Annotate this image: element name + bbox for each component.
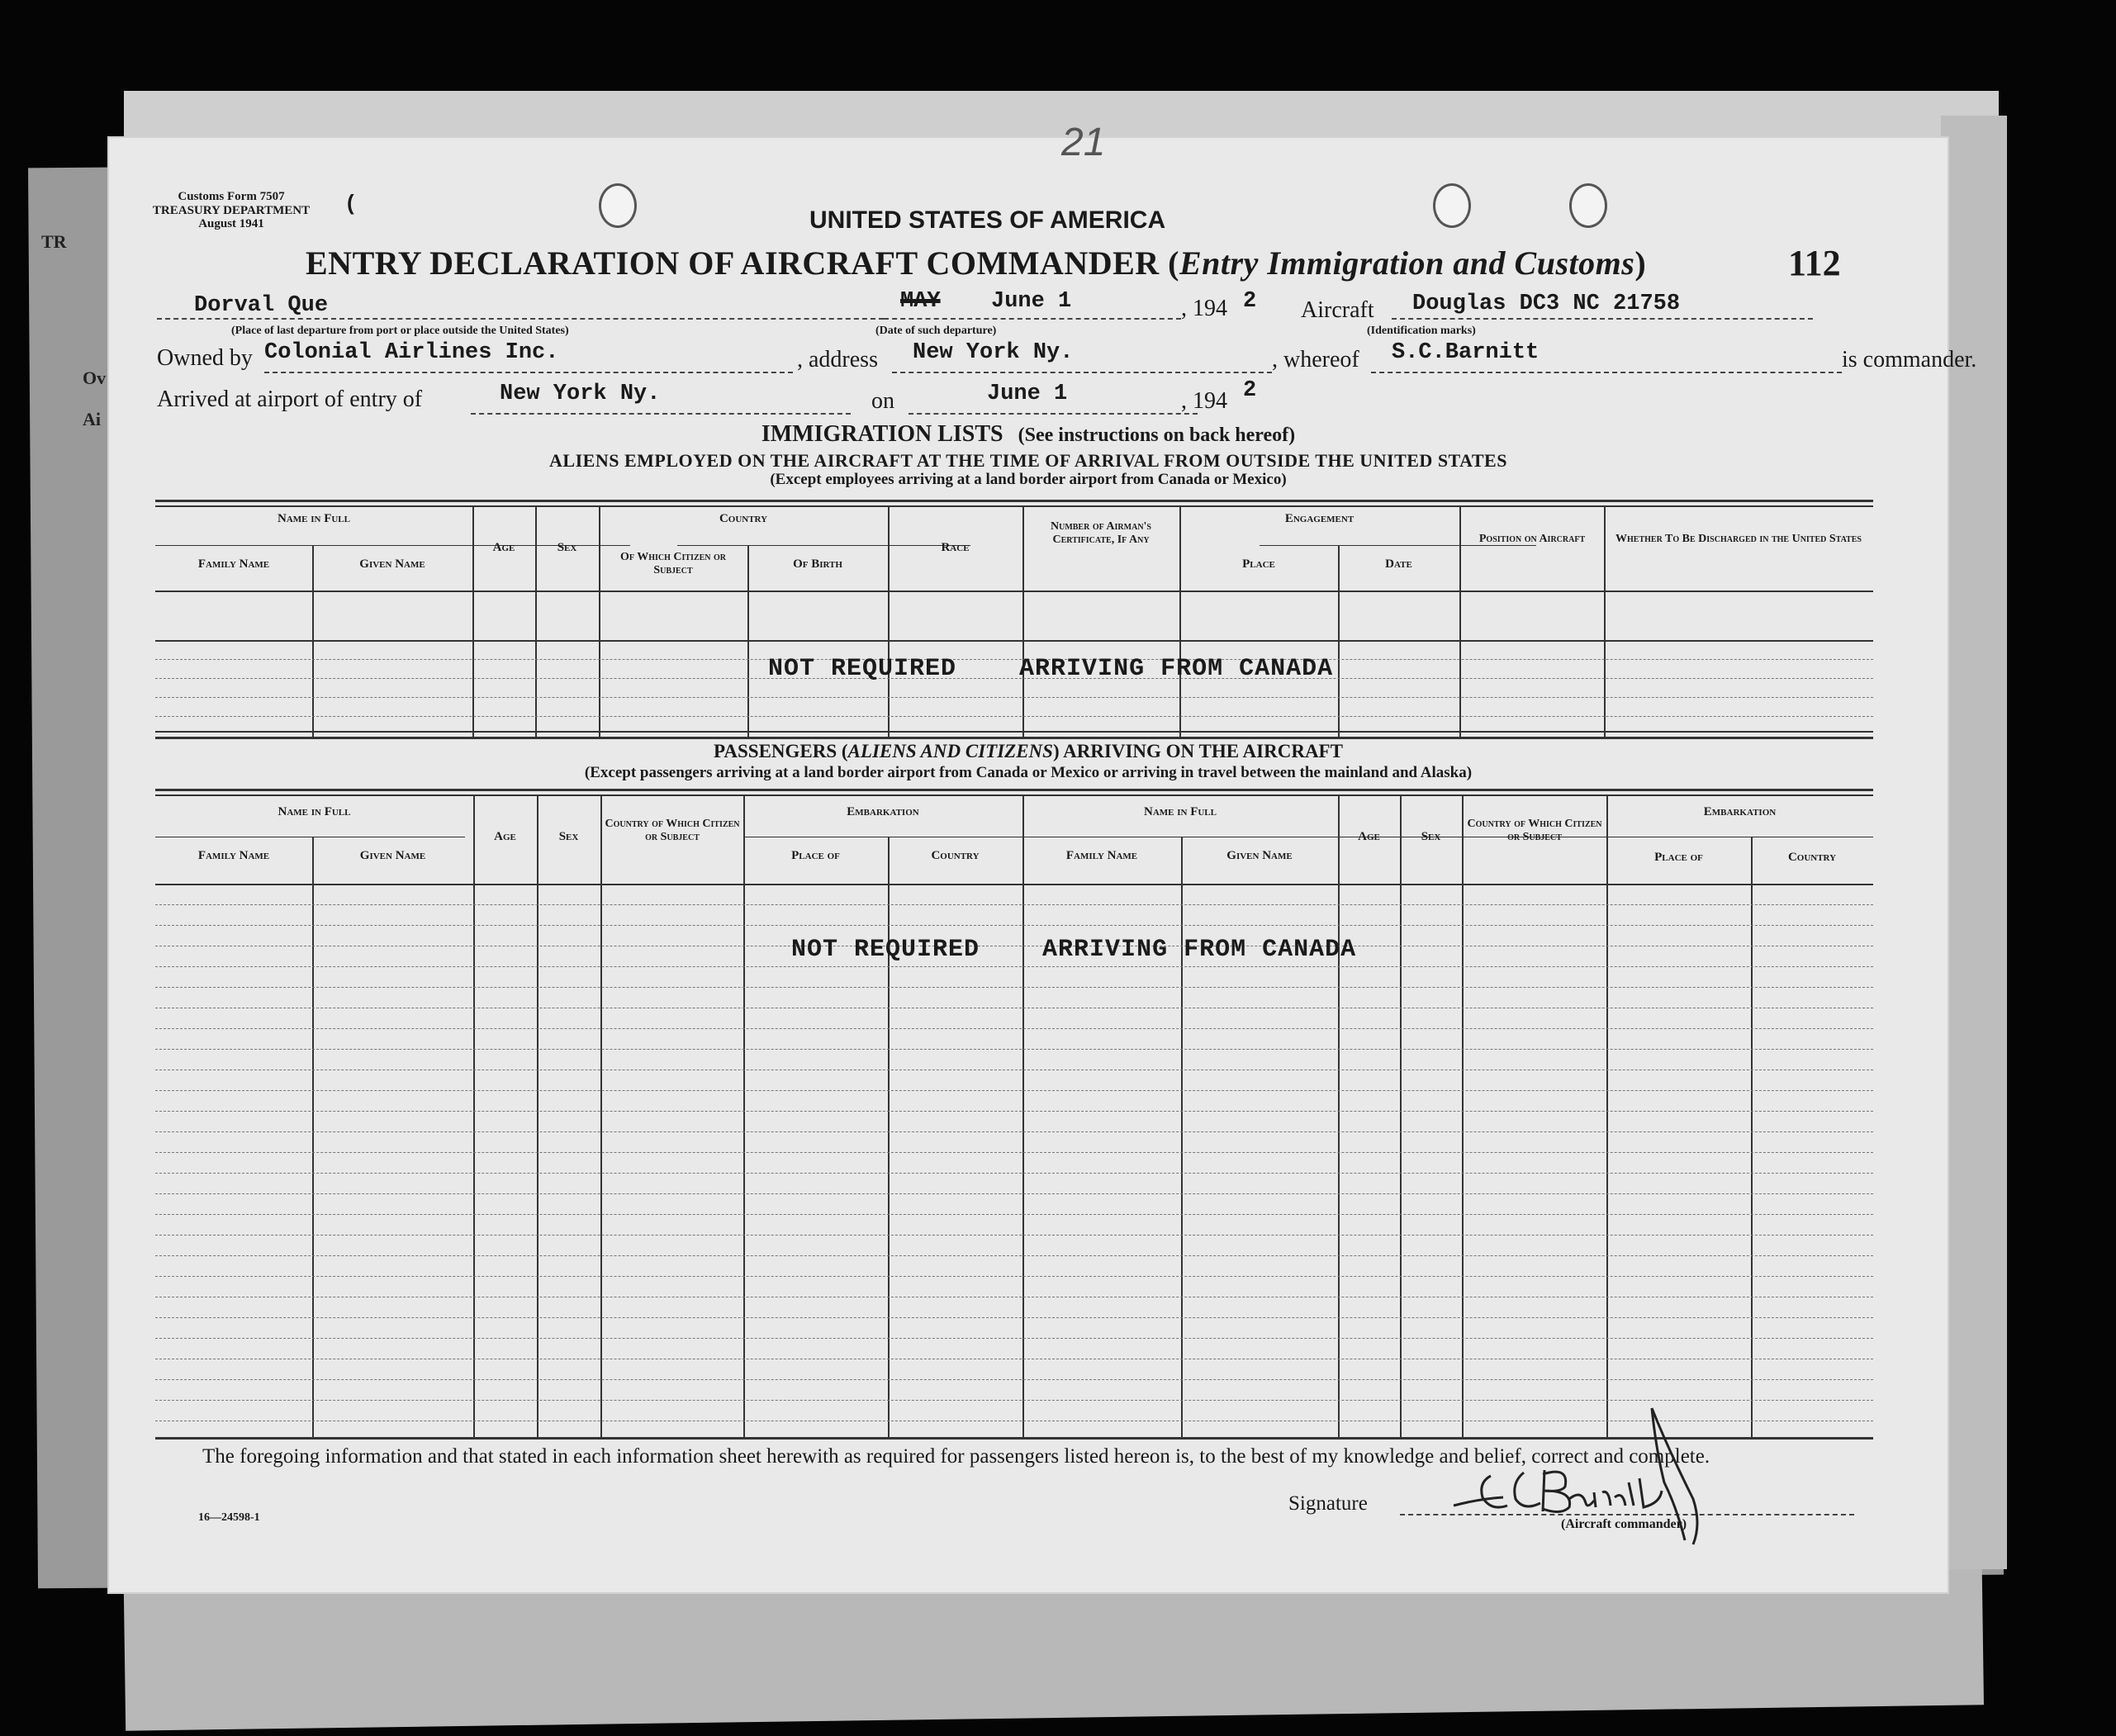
col-airman-certificate: Number of Airman's Certificate, If Any	[1050, 520, 1151, 547]
table-border	[155, 737, 1873, 739]
table-border	[1181, 837, 1183, 1437]
table-row	[155, 1049, 1873, 1050]
arrival-airport: New York Ny.	[500, 382, 661, 406]
passengers-title-end: ) ARRIVING ON THE AIRCRAFT	[1052, 741, 1343, 761]
corner-mark: (	[347, 190, 354, 215]
table-row	[155, 1152, 1873, 1153]
commander-line	[1371, 372, 1842, 373]
signature-label: Signature	[1288, 1492, 1368, 1515]
table-border	[155, 591, 1873, 592]
col-country: Country	[719, 512, 768, 525]
col-engagement-place: Place	[1242, 557, 1275, 571]
arrival-date-line	[909, 413, 1198, 415]
p-col-name-in-full-2: Name in Full	[1143, 805, 1217, 818]
table-border	[1400, 794, 1402, 1437]
p-col-place-of-2: Place of	[1654, 851, 1703, 864]
punch-hole	[1433, 183, 1471, 228]
p-col-sex: Sex	[558, 830, 579, 843]
departure-year-prefix: , 194	[1181, 296, 1227, 321]
certification-statement: The foregoing information and that stated in each information sheet herewith as required for passengers listed hereon is, to the best of my knowledge and belief, correct and complete.	[202, 1445, 1710, 1468]
p-col-place-of: Place of	[791, 849, 840, 862]
table-border	[1022, 794, 1024, 1437]
departure-date-caption: (Date of such departure)	[875, 325, 997, 337]
arrival-date: June 1	[987, 382, 1068, 406]
table-border	[473, 794, 475, 1437]
table-row	[155, 1193, 1873, 1194]
table-border	[1604, 505, 1606, 737]
passengers-heading	[107, 741, 1949, 762]
p-col-given-name-2: Given Name	[1226, 849, 1293, 862]
table-border	[747, 545, 749, 737]
passengers-subnote: (Except passengers arriving at a land border airport from Canada or Mexico or arriving in travel between the mainland and Alaska)	[584, 764, 1473, 781]
table-border	[312, 837, 314, 1437]
col-citizen-of: Of Which Citizen or Subject	[619, 551, 727, 577]
arrived-label: Arrived at airport of entry of	[157, 387, 423, 412]
departure-date-line	[884, 318, 1181, 320]
table-border	[537, 794, 538, 1437]
p-col-sex-2: Sex	[1421, 830, 1441, 843]
table-border	[1459, 505, 1461, 737]
p-col-given-name: Given Name	[359, 849, 426, 862]
table-border	[312, 545, 314, 737]
p-col-age: Age	[494, 830, 516, 843]
departure-place-line	[157, 318, 884, 320]
table-border	[155, 640, 1873, 642]
immigration-subnote: (Except employees arriving at a land border airport from Canada or Mexico)	[770, 471, 1287, 488]
table-row	[155, 1317, 1873, 1318]
address-label: , address	[797, 347, 878, 372]
col-sex: Sex	[557, 541, 577, 554]
table-row	[155, 1276, 1873, 1277]
col-age: Age	[492, 541, 515, 554]
not-required-stamp: NOT REQUIRED ARRIVING FROM CANADA	[791, 936, 1357, 964]
table-row	[155, 925, 1873, 926]
table-row	[155, 697, 1873, 698]
departure-year-digit: 2	[1243, 289, 1257, 314]
p-col-name-in-full: Name in Full	[278, 805, 351, 818]
form-title-end: )	[1634, 244, 1647, 282]
p-col-age-2: Age	[1358, 830, 1380, 843]
col-name-in-full: Name in Full	[277, 512, 350, 525]
aircraft-identification: Douglas DC3 NC 21758	[1412, 292, 1681, 316]
table-row	[155, 1379, 1873, 1380]
signature-stroke	[1454, 1408, 1697, 1544]
table-border	[1179, 505, 1181, 737]
p-col-country: Country	[931, 849, 980, 862]
table-border	[155, 500, 1873, 502]
col-given-name: Given Name	[359, 557, 425, 571]
table-border	[1338, 794, 1340, 1437]
address-line	[892, 372, 1272, 373]
table-border	[155, 884, 1873, 885]
declaration-form	[107, 121, 1977, 1594]
table-row	[155, 1131, 1873, 1132]
table-border	[888, 837, 890, 1437]
table-row	[155, 987, 1873, 988]
arrival-airport-line	[471, 413, 851, 415]
table-border	[155, 731, 1873, 733]
table-border	[743, 794, 745, 1437]
p-col-embarkation-2: Embarkation	[1703, 805, 1777, 818]
on-label: on	[871, 388, 894, 414]
immigration-heading	[107, 421, 1949, 448]
table-row	[155, 1028, 1873, 1029]
p-col-family-name-2: Family Name	[1065, 849, 1138, 862]
table-border	[535, 505, 537, 737]
owned-by-label: Owned by	[157, 345, 253, 371]
immigration-title-note: (See instructions on back hereof)	[1018, 425, 1296, 446]
table-border	[1338, 545, 1340, 737]
p-col-family-name: Family Name	[197, 849, 270, 862]
table-row	[155, 1255, 1873, 1256]
owner-line	[264, 372, 793, 373]
table-border	[155, 794, 1873, 796]
table-row	[155, 1214, 1873, 1215]
arrival-year-prefix: , 194	[1181, 388, 1227, 414]
p-col-citizen-of-2: Country of Which Citizen or Subject	[1467, 818, 1602, 844]
address: New York Ny.	[913, 340, 1074, 365]
background-sheet	[1941, 116, 2007, 1569]
aircraft-label: Aircraft	[1301, 297, 1374, 323]
form-identifier	[149, 190, 314, 231]
form-title-italic: Entry Immigration and Customs	[1179, 244, 1635, 282]
table-border	[599, 505, 600, 737]
table-border	[1462, 794, 1464, 1437]
country-heading: UNITED STATES OF AMERICA	[809, 206, 1166, 234]
departure-date-struck: MAY	[900, 289, 941, 314]
table-row	[155, 1235, 1873, 1236]
col-of-birth: Of Birth	[793, 557, 842, 571]
table-border	[600, 794, 602, 1437]
table-row	[155, 1173, 1873, 1174]
table-row	[155, 1111, 1873, 1112]
department: TREASURY DEPARTMENT	[152, 203, 311, 217]
owner: Colonial Airlines Inc.	[264, 340, 559, 365]
table-row	[155, 966, 1873, 967]
col-race: Race	[941, 541, 970, 554]
not-required-stamp: NOT REQUIRED ARRIVING FROM CANADA	[768, 655, 1334, 683]
table-border	[1606, 794, 1608, 1437]
immigration-subtitle: ALIENS EMPLOYED ON THE AIRCRAFT AT THE TIME OF ARRIVAL FROM OUTSIDE THE UNITED STATES	[549, 450, 1507, 471]
punch-hole	[1569, 183, 1607, 228]
signature	[1445, 1400, 1710, 1565]
table-row	[155, 1338, 1873, 1339]
col-family-name: Family Name	[197, 557, 270, 571]
table-border	[472, 505, 474, 737]
form-title-main: ENTRY DECLARATION OF AIRCRAFT COMMANDER (	[306, 244, 1179, 282]
table-border	[155, 789, 1873, 791]
table-row	[155, 904, 1873, 905]
commander: S.C.Barnitt	[1392, 340, 1540, 365]
col-engagement-date: Date	[1385, 557, 1412, 571]
departure-place-caption: (Place of last departure from port or place outside the United States)	[231, 325, 569, 337]
top-scribble: 21	[1061, 121, 1106, 164]
form-title	[306, 244, 1646, 282]
form-number: Customs Form 7507	[178, 190, 285, 203]
page-number: 112	[1788, 243, 1841, 283]
table-border	[888, 505, 890, 737]
table-border	[1022, 505, 1024, 737]
p-col-citizen-of: Country of Which Citizen or Subject	[605, 818, 740, 844]
arrival-year-digit: 2	[1243, 378, 1257, 403]
left-tab-mark: Ai	[83, 409, 101, 429]
form-date: August 1941	[198, 217, 264, 230]
signature-scrawl	[1445, 1400, 1710, 1565]
aircraft-caption: (Identification marks)	[1367, 325, 1476, 337]
col-engagement: Engagement	[1284, 512, 1355, 525]
col-discharged: Whether To Be Discharged in the United States	[1615, 533, 1862, 545]
is-commander-label: is commander.	[1842, 347, 1977, 372]
immigration-title: IMMIGRATION LISTS	[761, 421, 1003, 447]
table-row	[155, 716, 1873, 717]
table-border	[1751, 837, 1753, 1437]
departure-place: Dorval Que	[194, 293, 329, 318]
departure-date: June 1	[991, 289, 1072, 314]
print-code: 16—24598-1	[198, 1511, 260, 1524]
whereof-label: , whereof	[1272, 347, 1359, 372]
table-border	[155, 505, 1873, 507]
passengers-title-start: PASSENGERS (	[714, 741, 848, 761]
left-tab-mark: Ov	[83, 368, 107, 388]
left-tab-mark: TR	[41, 231, 67, 252]
signature-caption: (Aircraft commander)	[1561, 1517, 1687, 1531]
aircraft-line	[1392, 318, 1813, 320]
p-col-country-2: Country	[1787, 851, 1837, 864]
table-row	[155, 1090, 1873, 1091]
punch-hole	[599, 183, 637, 228]
passengers-title-italic: ALIENS AND CITIZENS	[847, 741, 1053, 761]
p-col-embarkation: Embarkation	[847, 805, 919, 818]
col-position: Position on Aircraft	[1478, 533, 1586, 545]
